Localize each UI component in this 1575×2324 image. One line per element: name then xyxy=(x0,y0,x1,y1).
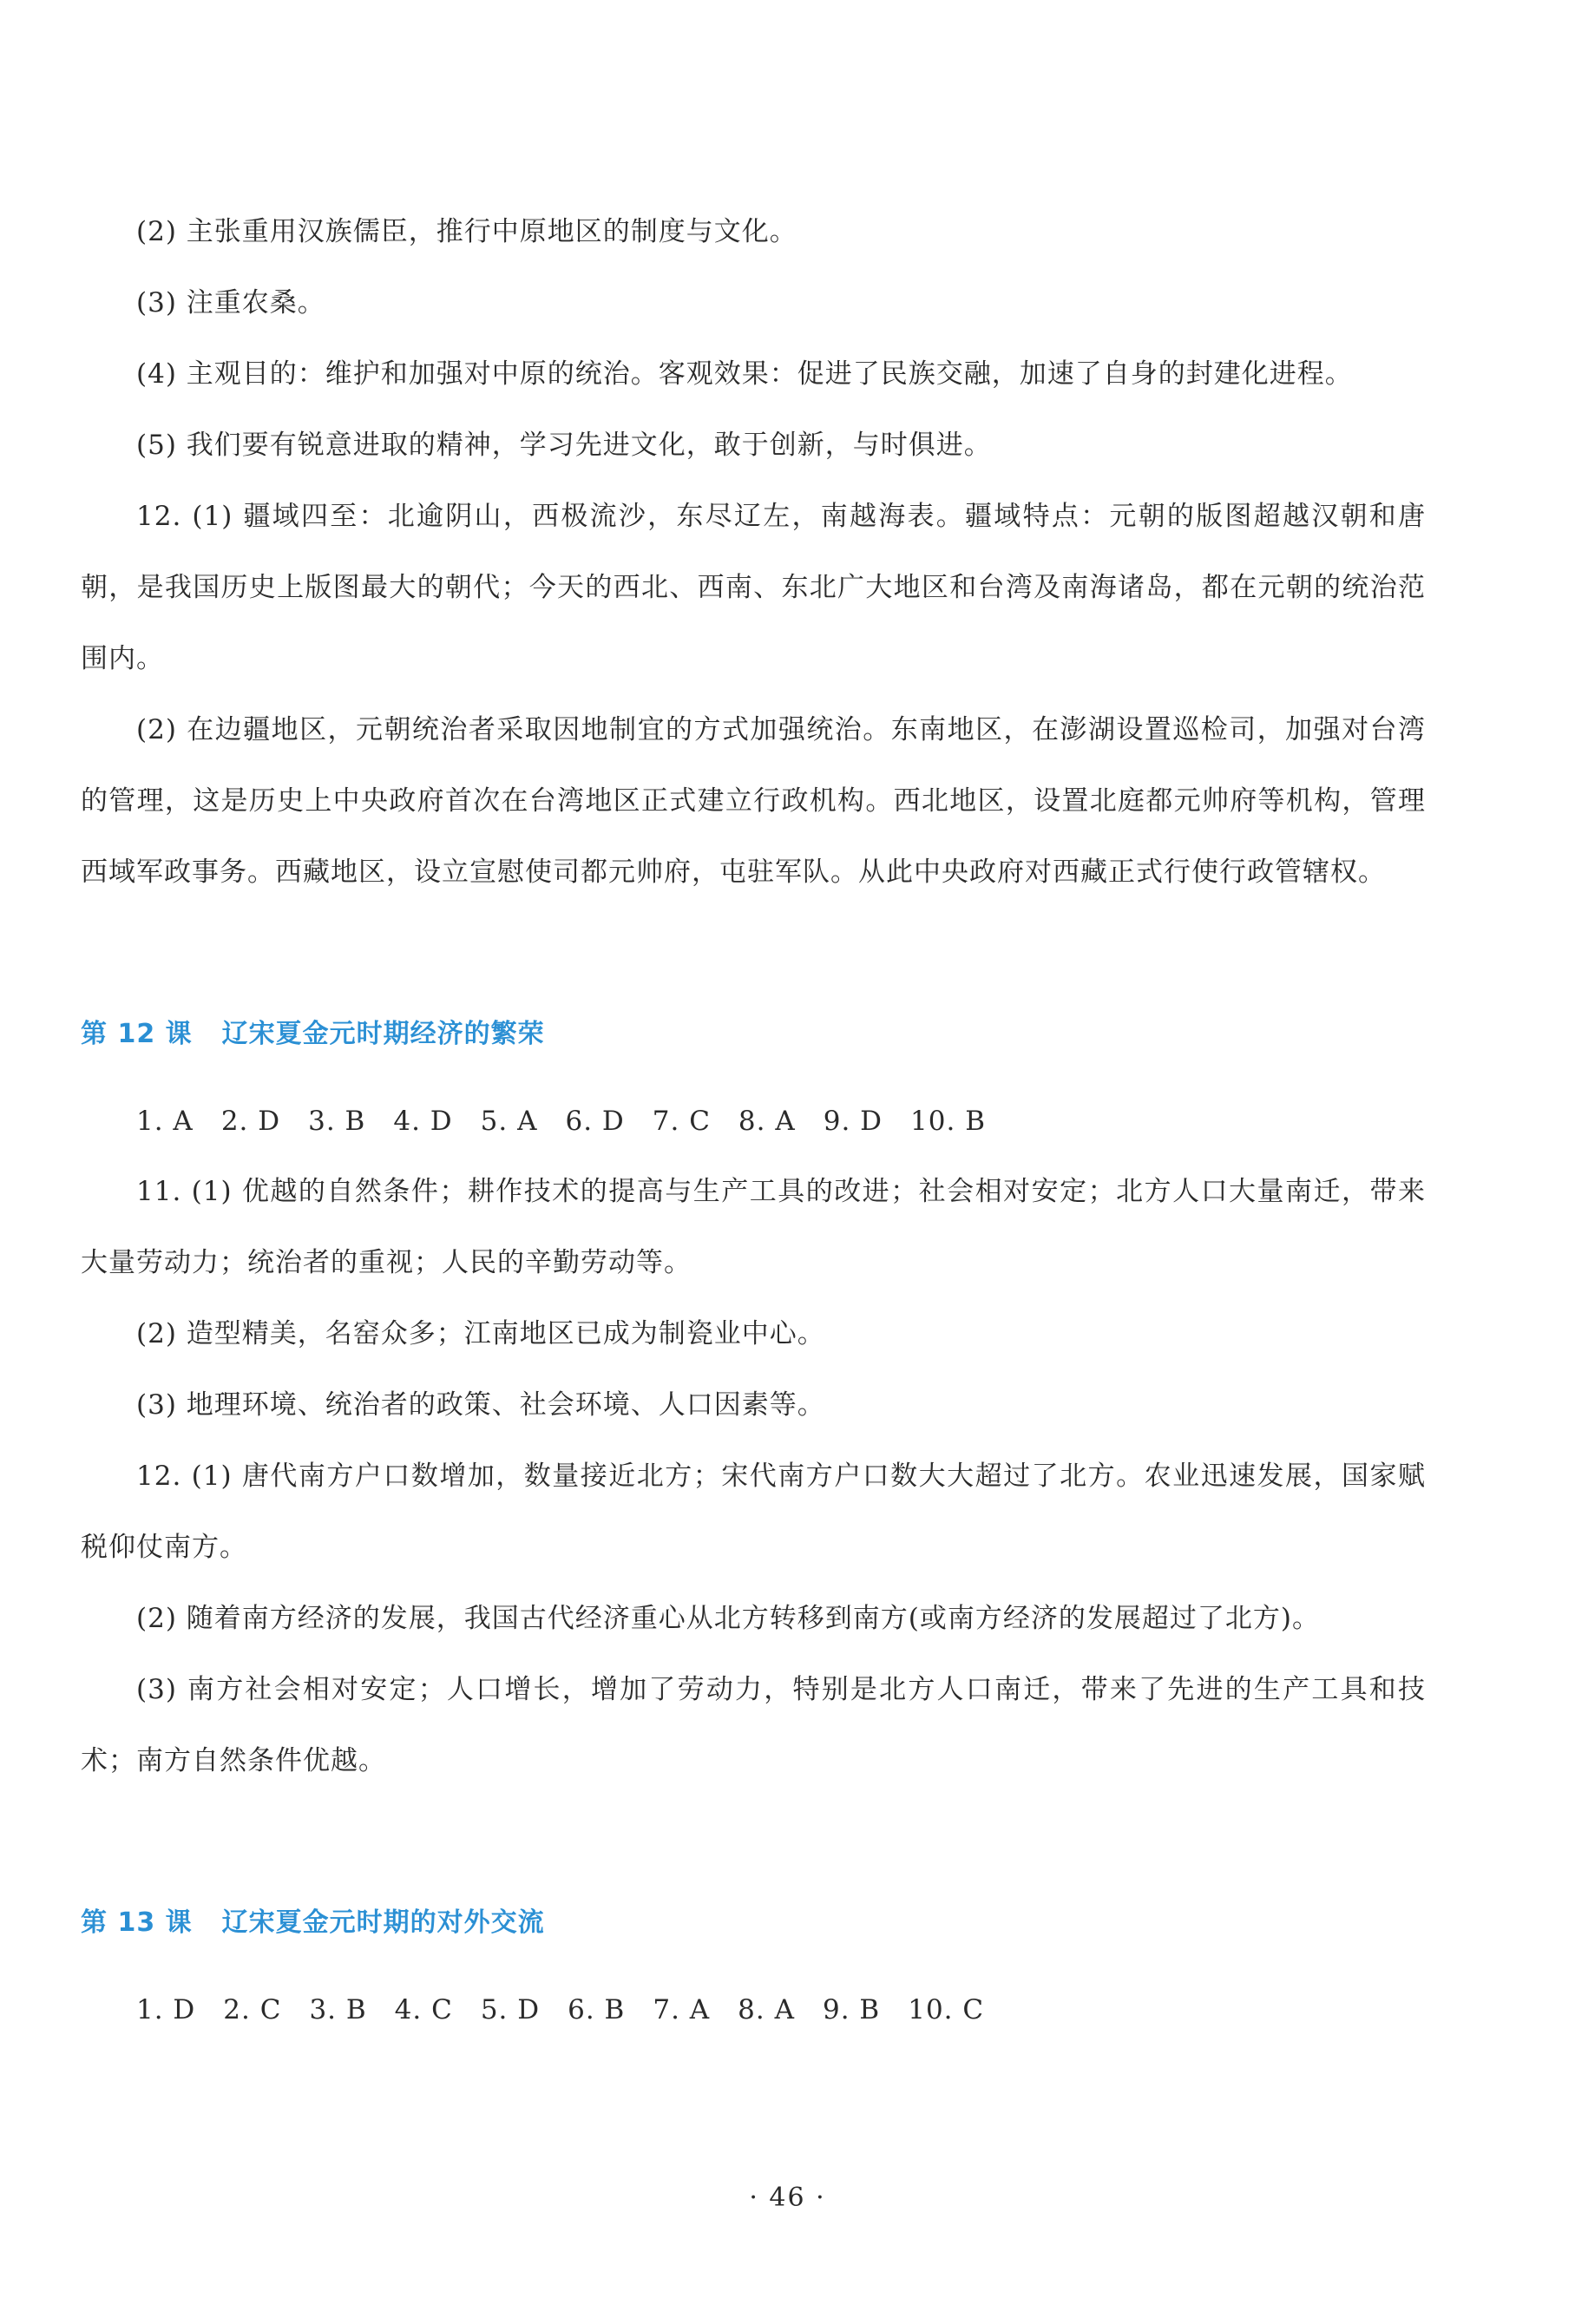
answer-paragraph: (4) 主观目的：维护和加强对中原的统治。客观效果：促进了民族交融，加速了自身的封建化进程。 xyxy=(136,358,1353,390)
answer-paragraph: (3) 地理环境、统治者的政策、社会环境、人口因素等。 xyxy=(136,1389,825,1421)
choice-answer: 1. D xyxy=(136,1994,196,2025)
answer-paragraph: 12. (1) 唐代南方户口数增加，数量接近北方；宋代南方户口数大大超过了北方。农业迅速发展，国家赋税仰仗南方。 xyxy=(81,1461,1426,1563)
choice-answer: 5. A xyxy=(480,1106,538,1137)
answer-paragraph: (2) 主张重用汉族儒臣，推行中原地区的制度与文化。 xyxy=(136,216,797,247)
choice-answer: 6. D xyxy=(565,1106,625,1137)
answer-paragraph: (5) 我们要有锐意进取的精神，学习先进文化，敢于创新，与时俱进。 xyxy=(136,430,992,461)
choice-answer: 5. D xyxy=(480,1994,541,2025)
lesson-number: 第 12 课 xyxy=(81,1019,193,1049)
choice-answer: 9. B xyxy=(823,1994,881,2025)
choice-answer: 3. B xyxy=(309,1994,367,2025)
choice-answer: 4. D xyxy=(393,1106,453,1137)
choice-answers xyxy=(81,1994,1426,2025)
choice-answer: 10. B xyxy=(910,1106,986,1137)
lesson-13-heading xyxy=(81,1901,1426,1939)
answer-paragraph: 11. (1) 优越的自然条件；耕作技术的提高与生产工具的改进；社会相对安定；北方人口大量南迁，带来大量劳动力；统治者的重视；人民的辛勤劳动等。 xyxy=(81,1176,1426,1278)
answer-paragraph: (3) 注重农桑。 xyxy=(136,287,325,318)
answer-paragraph: (3) 南方社会相对安定；人口增长，增加了劳动力，特别是北方人口南迁，带来了先进的生产工具和技术；南方自然条件优越。 xyxy=(81,1674,1426,1776)
choice-answer: 8. A xyxy=(738,1994,795,2025)
page-content xyxy=(81,196,1426,2025)
lesson-title: 辽宋夏金元时期的对外交流 xyxy=(221,1907,545,1938)
choice-answer: 1. A xyxy=(136,1106,194,1137)
choice-answer: 2. D xyxy=(220,1106,281,1137)
lesson-12-heading xyxy=(81,1012,1426,1050)
choice-answer: 10. C xyxy=(908,1994,985,2025)
lesson-title: 辽宋夏金元时期经济的繁荣 xyxy=(221,1019,545,1049)
choice-answer: 8. A xyxy=(738,1106,796,1137)
choice-answers xyxy=(81,1106,1426,1137)
page-number: · 46 · xyxy=(749,2183,826,2213)
choice-answer: 4. C xyxy=(394,1994,453,2025)
choice-answer: 9. D xyxy=(823,1106,883,1137)
choice-answer: 2. C xyxy=(223,1994,282,2025)
answer-paragraph: (2) 随着南方经济的发展，我国古代经济重心从北方转移到南方(或南方经济的发展超过了北方)。 xyxy=(136,1603,1320,1634)
choice-answer: 7. A xyxy=(653,1994,711,2025)
choice-answer: 6. B xyxy=(568,1994,626,2025)
answer-paragraph: (2) 在边疆地区，元朝统治者采取因地制宜的方式加强统治。东南地区，在澎湖设置巡检司，加强对台湾的管理，这是历史上中央政府首次在台湾地区正式建立行政机构。西北地区，设置北庭都元帅府等机构，管理西域军政事务。西藏地区，设立宣慰使司都元帅府，屯驻军队。从此中央政府对西藏正式行使行政管辖权。 xyxy=(81,714,1426,888)
answer-paragraph: 12. (1) 疆域四至：北逾阴山，西极流沙，东尽辽左，南越海表。疆域特点：元朝的版图超越汉朝和唐朝，是我国历史上版图最大的朝代；今天的西北、西南、东北广大地区和台湾及南海诸岛，都在元朝的统治范围内。 xyxy=(81,501,1426,674)
answer-paragraph: (2) 造型精美，名窑众多；江南地区已成为制瓷业中心。 xyxy=(136,1318,825,1349)
lesson-number: 第 13 课 xyxy=(81,1907,193,1938)
choice-answer: 3. B xyxy=(308,1106,366,1137)
choice-answer: 7. C xyxy=(652,1106,711,1137)
